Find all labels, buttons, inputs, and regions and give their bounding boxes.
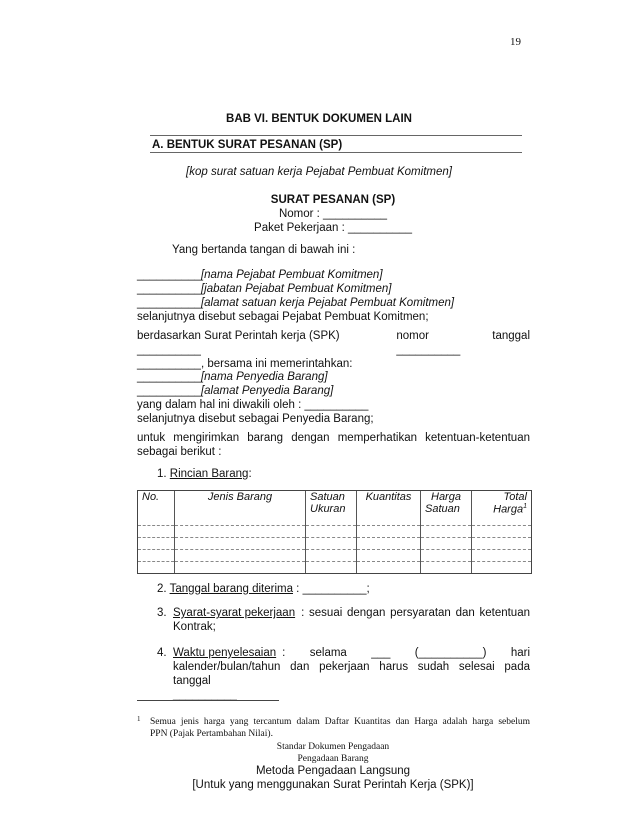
item-3 (157, 606, 530, 634)
item-4-line2: kalender/bulan/tahun dan pekerjaan harus sudah selesai pada tanggal (173, 661, 530, 687)
item-4-num: 4. (157, 647, 167, 659)
section-rule-bottom (150, 152, 522, 153)
ppk-block (137, 268, 454, 324)
table-row (138, 537, 531, 549)
ppk-nama: [nama Pejabat Pembuat Komitmen] (200, 269, 383, 281)
spk-paragraph (137, 329, 530, 371)
spk-line1-c: tanggal (492, 330, 530, 342)
section-rule-top (150, 135, 522, 136)
footnote-separator (137, 700, 279, 701)
table-row (138, 549, 531, 561)
untuk-line2: sebagai berikut : (137, 446, 222, 458)
col-total-header: Total Harga$^1$ (472, 491, 532, 525)
untuk-paragraph (137, 431, 530, 459)
item-4-label: Waktu penyelesaian (173, 647, 277, 659)
item-2-num: 2. (157, 583, 167, 595)
item-3-rest: : sesuai dengan persyaratan dan ketentuan (301, 607, 530, 619)
penyedia-blank: __________ (137, 385, 201, 397)
col-kuantitas-header: Kuantitas (357, 491, 421, 525)
spk-line2: __________, bersama ini memerintahkan: (137, 358, 353, 370)
table-row (138, 525, 531, 537)
spk-line1-b: nomor __________ (396, 330, 461, 356)
footer-line4: [Untuk yang menggunakan Surat Perintah Kerja (SPK)] (192, 779, 474, 791)
ppk-blank: __________ (137, 297, 201, 309)
intro-text: Yang bertanda tangan di bawah ini : (172, 244, 356, 256)
table-header-row (138, 491, 531, 525)
footer-line2: Pengadaan Barang (297, 754, 369, 764)
item-2 (157, 582, 370, 596)
footer-line3: Metoda Pengadaan Langsung (255, 765, 411, 777)
item-2-label: Tanggal barang diterima (169, 583, 293, 595)
col-satuan-header: Satuan Ukuran (306, 491, 357, 525)
table-row (138, 562, 531, 574)
penyedia-selanjutnya: selanjutnya disebut sebagai Penyedia Barang; (137, 413, 374, 425)
spk-line1-a: berdasarkan Surat Perintah kerja (SPK) __________ (137, 330, 340, 356)
penyedia-nama: [nama Penyedia Barang] (200, 371, 328, 383)
item-3-line2: Kontrak; (173, 621, 216, 633)
ppk-blank: __________ (137, 269, 201, 281)
nomor-line: Nomor : __________ (278, 208, 388, 220)
col-harga-satuan-header: Harga Satuan (421, 491, 472, 525)
untuk-line1: untuk mengirimkan barang dengan memperhatikan ketentuan-ketentuan (137, 432, 530, 444)
item-3-num: 3. (157, 607, 167, 619)
ppk-blank: __________ (137, 283, 201, 295)
col-no-header: No. (142, 491, 160, 503)
footnote (137, 713, 141, 729)
penyedia-wakil: yang dalam hal ini diwakili oleh : __________ (137, 399, 369, 411)
paket-line: Paket Pekerjaan : __________ (254, 222, 412, 234)
ppk-alamat: [alamat satuan kerja Pejabat Pembuat Komitmen] (200, 297, 455, 309)
penyedia-blank: __________ (137, 371, 201, 383)
section-title: A. BENTUK SURAT PESANAN (SP) (152, 139, 343, 151)
footnote-mark: 1 (137, 715, 141, 723)
footer-line1: Standar Dokumen Pengadaan (276, 742, 390, 752)
item-4-rest: : selama ___ (__________) hari (282, 647, 530, 659)
kop-placeholder: [kop surat satuan kerja Pejabat Pembuat Komitmen] (186, 166, 452, 178)
footnote-text (150, 716, 530, 740)
chapter-title: BAB VI. BENTUK DOKUMEN LAIN (226, 113, 412, 125)
item-1-suffix: : (248, 468, 252, 480)
ppk-selanjutnya: selanjutnya disebut sebagai Pejabat Pembuat Komitmen; (137, 311, 429, 323)
item-4-line3: __________ (173, 689, 237, 701)
page-number: 19 (510, 36, 521, 48)
item-1-label: Rincian Barang (169, 468, 249, 480)
item-1-num: 1. (157, 468, 167, 480)
footnote-line1: Semua jenis harga yang tercantum dalam Daftar Kuantitas dan Harga adalah harga sebelum (150, 717, 530, 727)
item-4 (157, 646, 530, 702)
rincian-table (137, 490, 532, 574)
item-2-rest: : __________; (292, 583, 370, 595)
doc-title: SURAT PESANAN (SP) (270, 194, 396, 206)
footnote-line2: PPN (Pajak Pertambahan Nilai). (150, 729, 273, 739)
col-jenis-header: Jenis Barang (175, 491, 306, 525)
item-1 (157, 467, 252, 481)
penyedia-block (137, 370, 374, 426)
penyedia-alamat: [alamat Penyedia Barang] (200, 385, 334, 397)
ppk-jabatan: [jabatan Pejabat Pembuat Komitmen] (200, 283, 392, 295)
table-footnote-mark: 1 (523, 503, 527, 510)
item-3-label: Syarat-syarat pekerjaan (173, 607, 296, 619)
